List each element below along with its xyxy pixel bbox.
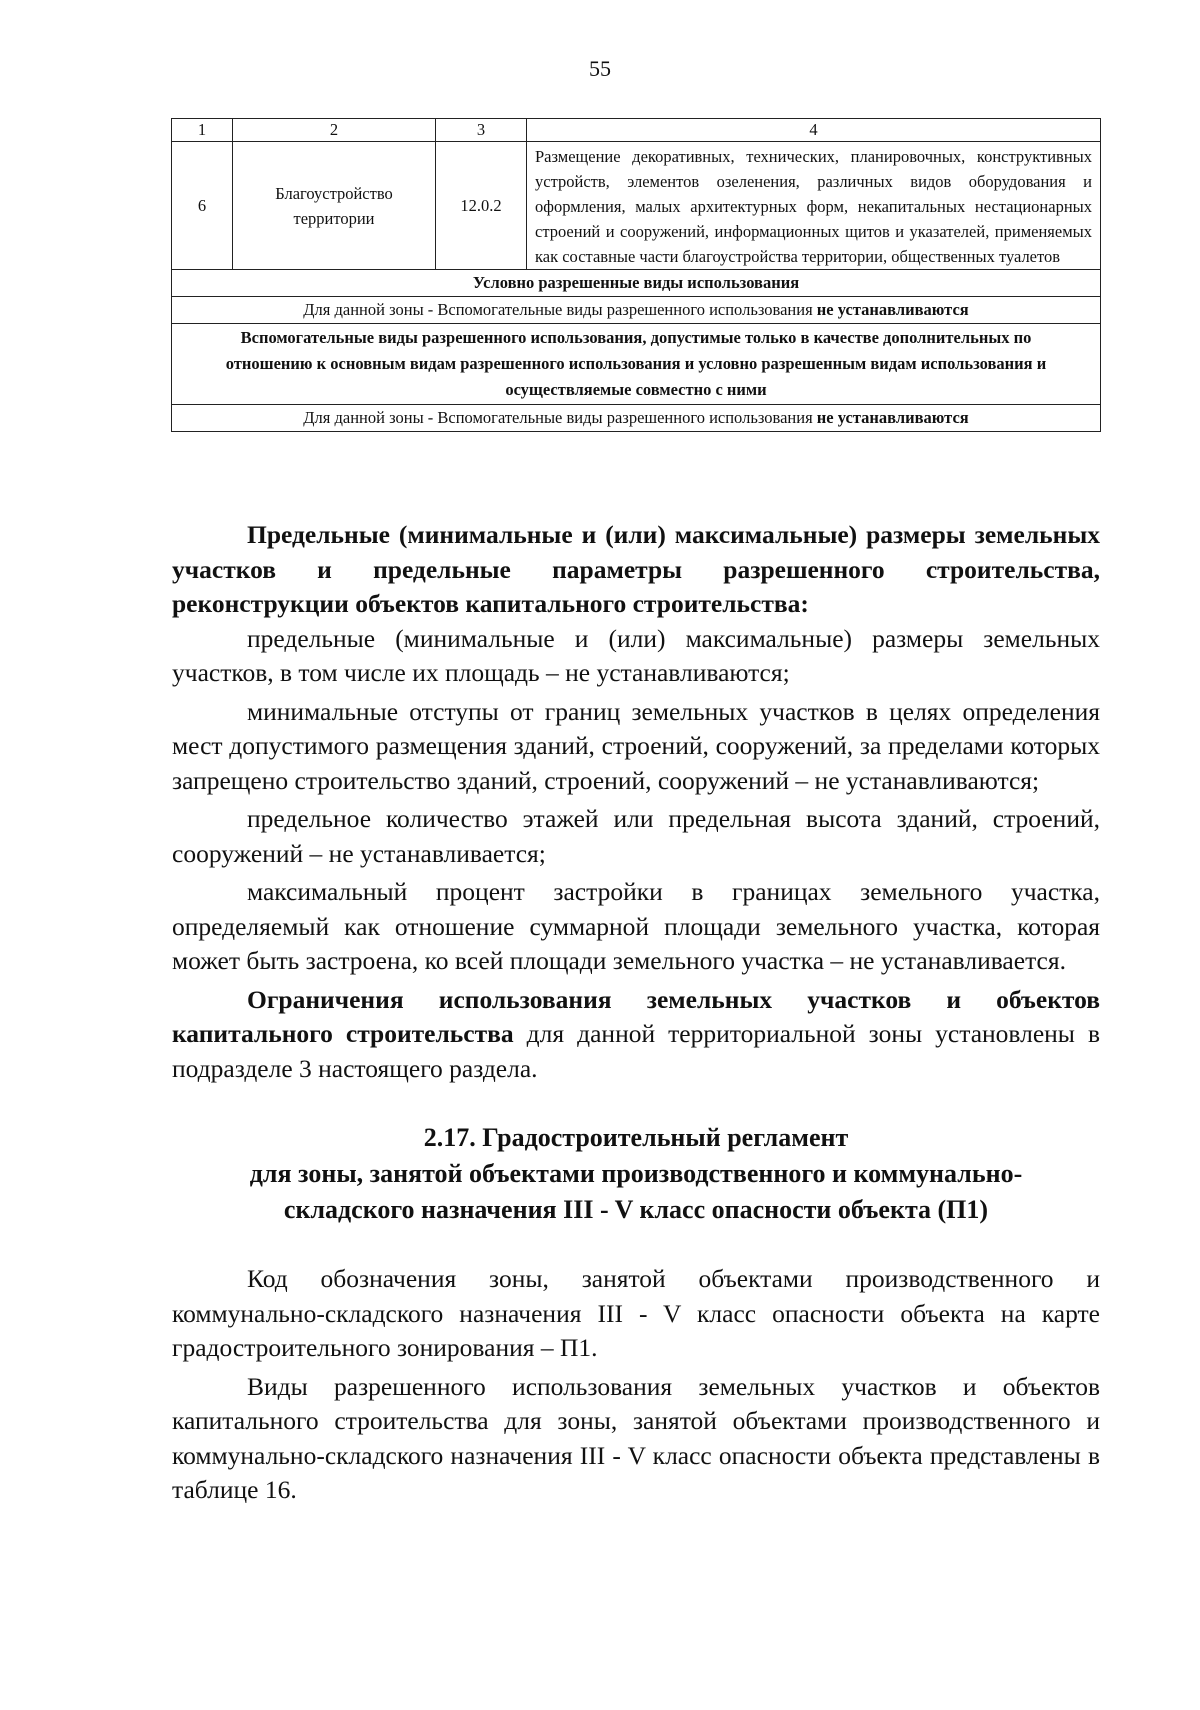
auxiliary-uses-note <box>172 405 1101 432</box>
section-title-line: 2.17. Градостроительный регламент <box>423 1123 849 1152</box>
restrictions-text: для данной территориальной зоны установлены в подразделе 3 настоящего раздела. <box>172 1019 1101 1083</box>
table-row <box>172 405 1101 432</box>
restrictions-paragraph <box>172 983 1100 1087</box>
table-header-cell: 3 <box>436 119 527 142</box>
conditional-uses-heading: Условно разрешенные виды использования <box>172 270 1101 297</box>
row-description-cell: Размещение декоративных, технических, планировочных, конструктивных устройств, элементов озеленения, различных видов оборудования и оформления, малых архитектурных форм, некапитальных нестационарных строений и сооружений, информационных щитов и указателей, применяемых как составные части благоустройства территории, общественных туалетов <box>527 142 1101 270</box>
row-name-cell: Благоустройство территории <box>233 142 436 270</box>
table-header-cell: 1 <box>172 119 233 142</box>
table-header-row <box>172 119 1101 142</box>
paragraph: Виды разрешенного использования земельных участков и объектов капитального строительства для зоны, занятой объектами производственного и коммунально-складского назначения III - V класс опасности объекта представлены в таблице 16. <box>172 1371 1100 1504</box>
paragraph: Код обозначения зоны, занятой объектами производственного и коммунально-складского назначения III - V класс опасности объекта на карте градостроительного зонирования – П1. <box>172 1264 1100 1362</box>
paragraph: максимальный процент застройки в границах земельного участка, определяемый как отношение суммарной площади земельного участка, которая может быть застроена, ко всей площади земельного участка – не устанавливается. <box>172 877 1100 975</box>
row-number-cell: 6 <box>172 142 233 270</box>
note-text: Для данной зоны - Вспомогательные виды разрешенного использования <box>303 300 817 319</box>
note-bold-text: не устанавливаются <box>816 300 969 319</box>
table-row <box>172 142 1101 270</box>
conditional-uses-note <box>172 297 1101 324</box>
table-row <box>172 324 1101 405</box>
row-code-cell: 12.0.2 <box>436 142 527 270</box>
paragraph: минимальные отступы от границ земельных участков в целях определения мест допустимого размещения зданий, строений, сооружений, за пределами которых запрещено строительство зданий, строений, сооружений – не устанавливаются; <box>172 696 1100 795</box>
page-number: 55 <box>589 56 611 81</box>
section-title-line: складского назначения III - V класс опасности объекта (П1) <box>283 1195 989 1224</box>
table-header-cell: 2 <box>233 119 436 142</box>
auxiliary-uses-heading: Вспомогательные виды разрешенного использования, допустимые только в качестве дополнительных по отношению к основным видам разрешенного использования и условно разрешенным видам использования и осуществляемые совместно с ними <box>172 324 1101 405</box>
table-row <box>172 297 1101 324</box>
restrictions-bold-text: Ограничения использования земельных участков и объектов капитального строительства <box>172 984 1100 1048</box>
note-bold-text: не устанавливаются <box>816 408 969 427</box>
note-text: Для данной зоны - Вспомогательные виды разрешенного использования <box>303 408 817 427</box>
limits-heading: Предельные (минимальные и (или) максимальные) размеры земельных участков и предельные параметры разрешенного строительства, реконструкции объектов капитального строительства: <box>172 520 1100 618</box>
section-title-line: для зоны, занятой объектами производственного и коммунально- <box>249 1159 1023 1188</box>
section-title <box>172 1120 1100 1228</box>
document-body <box>172 518 1100 1508</box>
paragraph: предельное количество этажей или предельная высота зданий, строений, сооружений – не устанавливается; <box>172 804 1100 868</box>
table-header-cell: 4 <box>527 119 1101 142</box>
paragraph: предельные (минимальные и (или) максимальные) размеры земельных участков, в том числе их площадь – не устанавливаются; <box>172 623 1100 687</box>
land-use-table <box>171 118 1101 432</box>
table-row <box>172 270 1101 297</box>
